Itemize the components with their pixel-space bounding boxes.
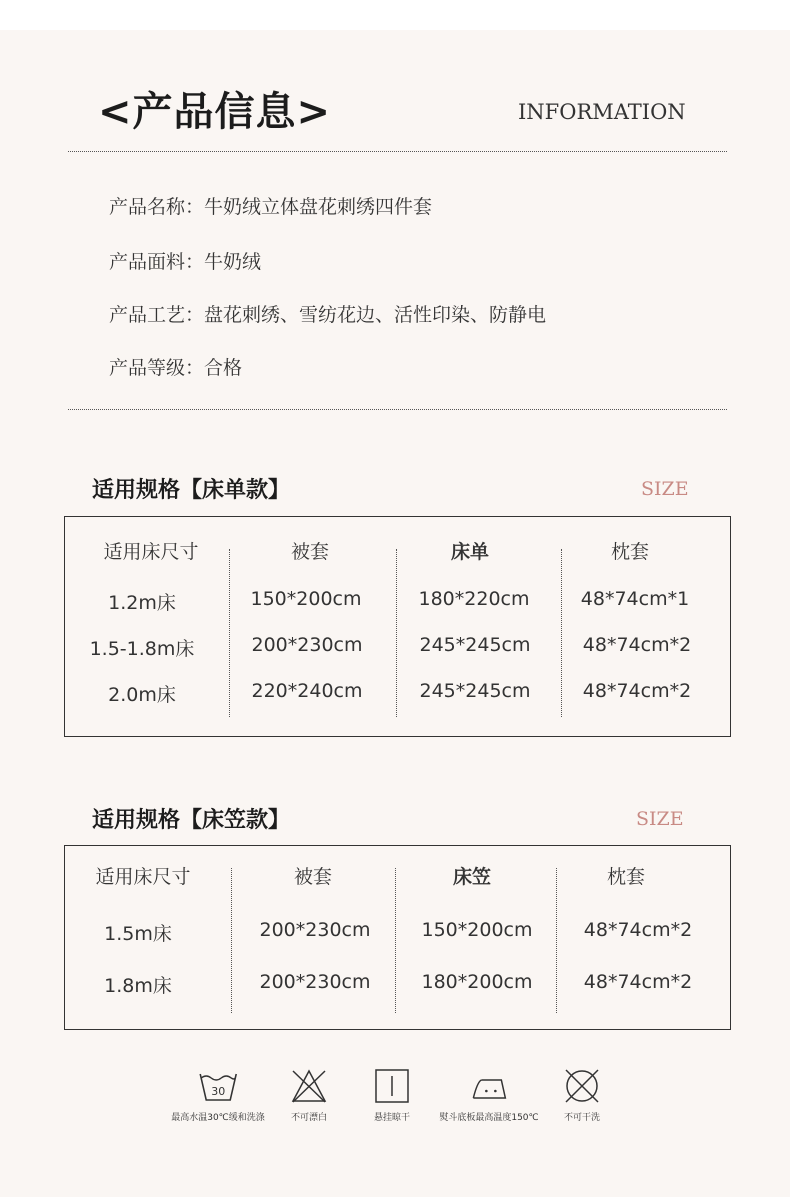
column-divider xyxy=(231,868,232,1013)
table-cell: 180*220cm xyxy=(418,588,530,610)
care-no-dry-clean xyxy=(563,1068,601,1123)
size-label: SIZE xyxy=(641,478,689,500)
section-title-sheet: 适用规格【床单款】 xyxy=(92,478,291,503)
table-cell: 48*74cm*1 xyxy=(580,588,690,610)
column-divider xyxy=(561,549,562,717)
table-cell: 150*200cm xyxy=(250,588,362,610)
table-cell: 200*230cm xyxy=(259,919,371,941)
table-cell: 150*200cm xyxy=(421,919,533,941)
iron-icon xyxy=(469,1068,509,1104)
table-header: 枕套 xyxy=(610,541,650,563)
table-header: 被套 xyxy=(290,541,330,563)
size-table-sheet xyxy=(64,516,731,737)
column-divider xyxy=(395,868,396,1013)
wash-temp: 30 xyxy=(211,1085,225,1098)
table-cell: 48*74cm*2 xyxy=(582,634,692,656)
table-cell: 180*200cm xyxy=(421,971,533,993)
size-label: SIZE xyxy=(636,808,684,830)
divider xyxy=(68,151,727,152)
page-title: <产品信息> xyxy=(98,89,332,135)
column-divider xyxy=(556,868,557,1013)
table-header: 枕套 xyxy=(606,866,646,888)
info-craft: 产品工艺：盘花刺绣、雪纺花边、活性印染、防静电 xyxy=(109,304,547,326)
table-cell: 1.8m床 xyxy=(104,975,172,997)
divider xyxy=(68,409,727,410)
care-label: 悬挂晾干 xyxy=(373,1113,411,1123)
table-cell: 1.5-1.8m床 xyxy=(89,638,195,660)
info-grade: 产品等级：合格 xyxy=(109,357,243,379)
table-cell: 1.5m床 xyxy=(104,923,172,945)
table-cell: 2.0m床 xyxy=(108,684,176,706)
table-cell: 200*230cm xyxy=(251,634,363,656)
info-fabric: 产品面料：牛奶绒 xyxy=(109,251,262,273)
table-header: 适用床尺寸 xyxy=(95,866,191,888)
wash-30-icon xyxy=(198,1068,238,1104)
no-dry-clean-icon xyxy=(563,1068,601,1104)
table-cell: 48*74cm*2 xyxy=(583,971,693,993)
table-cell: 48*74cm*2 xyxy=(582,680,692,702)
table-cell: 245*245cm xyxy=(419,680,531,702)
care-label: 最高水温30℃缓和洗涤 xyxy=(171,1113,265,1123)
care-label: 熨斗底板最高温度150℃ xyxy=(439,1113,539,1123)
table-cell: 1.2m床 xyxy=(108,592,176,614)
table-header: 适用床尺寸 xyxy=(103,541,199,563)
care-hang-dry xyxy=(374,1068,410,1123)
table-cell: 220*240cm xyxy=(251,680,363,702)
no-bleach-icon xyxy=(290,1068,328,1104)
care-wash xyxy=(171,1068,265,1123)
table-cell: 245*245cm xyxy=(419,634,531,656)
table-header: 床笠 xyxy=(452,866,492,888)
info-product-name: 产品名称：牛奶绒立体盘花刺绣四件套 xyxy=(109,196,433,218)
size-table-fitted xyxy=(64,845,731,1030)
column-divider xyxy=(229,549,230,717)
column-divider xyxy=(396,549,397,717)
care-no-bleach xyxy=(290,1068,328,1123)
table-cell: 200*230cm xyxy=(259,971,371,993)
page-subtitle: INFORMATION xyxy=(518,100,686,124)
care-label: 不可干洗 xyxy=(563,1113,600,1123)
care-iron xyxy=(439,1068,538,1123)
table-header: 床单 xyxy=(450,541,490,563)
section-title-fitted: 适用规格【床笠款】 xyxy=(92,808,291,833)
table-header: 被套 xyxy=(293,866,333,888)
care-label: 不可漂白 xyxy=(290,1113,327,1123)
table-cell: 48*74cm*2 xyxy=(583,919,693,941)
hang-dry-icon xyxy=(374,1068,410,1104)
